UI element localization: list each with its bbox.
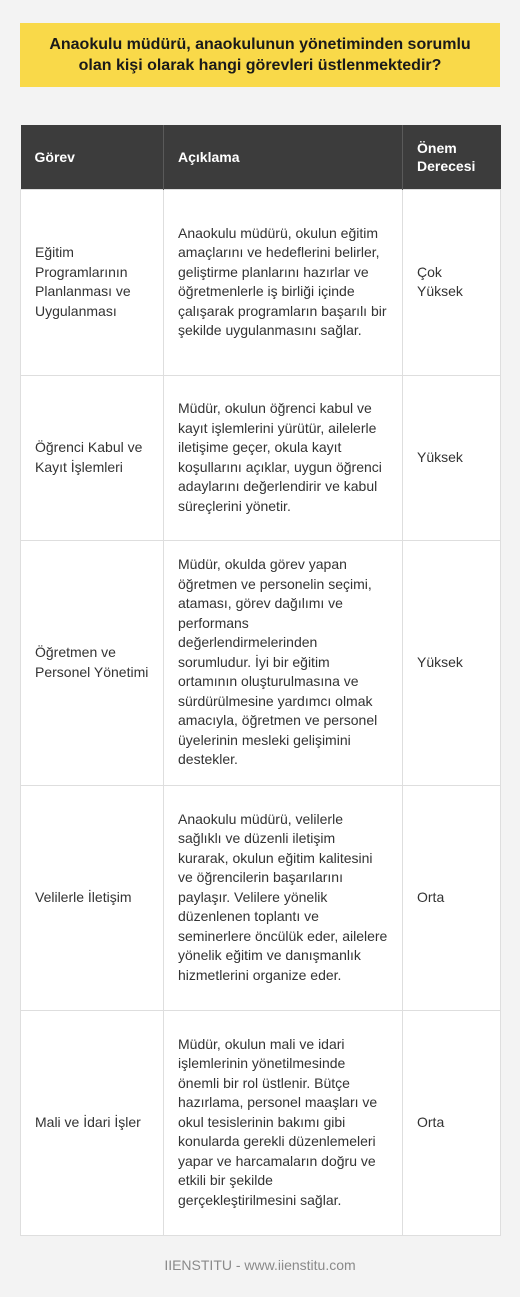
table-header-row bbox=[21, 125, 501, 189]
footer-credit: IIENSTITU - www.iienstitu.com bbox=[164, 1257, 356, 1273]
task-cell: Öğretmen ve Personel Yönetimi bbox=[21, 540, 164, 785]
table-row bbox=[21, 785, 501, 1010]
page-title: Anaokulu müdürü, anaokulunun yönetiminden sorumlu olan kişi olarak hangi görevleri üstlenmektedir? bbox=[49, 36, 471, 74]
description-cell: Müdür, okulun mali ve idari işlemlerinin yönetilmesinde önemli bir rol üstlenir. Bütçe hazırlama, personel maaşları ve okul tesislerinin bakımı gibi konularda gerekli düzenlemeleri yapar ve harcamaların doğru ve etkili bir şekilde gerçekleştirilmesini sağlar. bbox=[164, 1010, 403, 1235]
description-cell: Anaokulu müdürü, okulun eğitim amaçlarını ve hedeflerini belirler, geliştirme planlarını hazırlar ve öğretmenlerle iş birliği içinde çalışarak programların başarılı bir şekilde uygulanmasını sağlar. bbox=[164, 189, 403, 375]
table-row bbox=[21, 1010, 501, 1235]
task-cell: Mali ve İdari İşler bbox=[21, 1010, 164, 1235]
header-task: Görev bbox=[21, 125, 164, 189]
importance-cell: Orta bbox=[403, 1010, 501, 1235]
header-importance: Önem Derecesi bbox=[403, 125, 501, 189]
table-row bbox=[21, 540, 501, 785]
table-row bbox=[21, 375, 501, 540]
task-cell: Velilerle İletişim bbox=[21, 785, 164, 1010]
task-cell: Eğitim Programlarının Planlanması ve Uygulanması bbox=[21, 189, 164, 375]
table-row bbox=[21, 189, 501, 375]
duties-table bbox=[20, 125, 501, 1236]
importance-cell: Yüksek bbox=[403, 540, 501, 785]
importance-cell: Çok Yüksek bbox=[403, 189, 501, 375]
title-banner bbox=[20, 23, 500, 87]
description-cell: Müdür, okulda görev yapan öğretmen ve personelin seçimi, ataması, görev dağılımı ve performans değerlendirmelerinden sorumludur. İyi bir eğitim ortamının oluşturulmasına ve sürdürülmesine yardımcı olmak amacıyla, öğretmen ve personel üyelerinin mesleki gelişimini destekler. bbox=[164, 540, 403, 785]
header-description: Açıklama bbox=[164, 125, 403, 189]
importance-cell: Yüksek bbox=[403, 375, 501, 540]
description-cell: Müdür, okulun öğrenci kabul ve kayıt işlemlerini yürütür, ailelerle iletişime geçer, okula kayıt koşullarını açıklar, uygun öğrenci adaylarını değerlendirir ve kabul süreçlerini yönetir. bbox=[164, 375, 403, 540]
description-cell: Anaokulu müdürü, velilerle sağlıklı ve düzenli iletişim kurarak, okulun eğitim kalitesini ve öğrencilerin başarılarını paylaşır. Velilere yönelik düzenlenen toplantı ve seminerlere öncülük eder, ailelere yönelik eğitim ve danışmanlık hizmetlerini organize eder. bbox=[164, 785, 403, 1010]
importance-cell: Orta bbox=[403, 785, 501, 1010]
task-cell: Öğrenci Kabul ve Kayıt İşlemleri bbox=[21, 375, 164, 540]
